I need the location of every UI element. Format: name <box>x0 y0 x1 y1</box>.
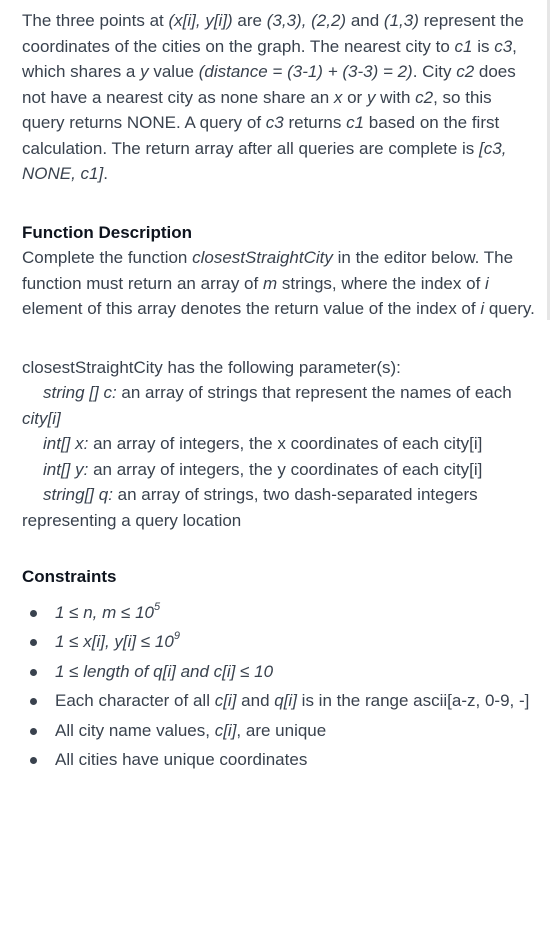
text: in the editor below. The function must return an array of <box>22 248 514 293</box>
text: i <box>480 299 485 318</box>
list-item <box>22 688 538 714</box>
text: based on the first calculation. The return array after all queries are complete is <box>22 113 500 158</box>
param-desc: an array of strings, two dash-separated integers representing a query location <box>22 485 478 530</box>
text: strings, where the index of <box>277 273 486 293</box>
bullet-icon <box>30 757 37 764</box>
text: (x[i], y[i]) <box>168 11 233 30</box>
text: does not have a nearest city as none share an <box>22 62 516 107</box>
text: returns <box>283 113 347 132</box>
parameter-x <box>22 431 538 457</box>
parameter-q <box>22 482 538 533</box>
function-description-text <box>22 245 538 322</box>
text: i <box>485 273 489 293</box>
text: y <box>140 62 149 81</box>
list-item <box>22 747 538 773</box>
param-desc: city[i] <box>22 408 61 428</box>
text: c2 <box>456 62 475 81</box>
problem-statement <box>22 8 538 777</box>
text: c3 <box>265 113 284 132</box>
list-item <box>22 629 538 655</box>
parameters-intro: closestStraightCity has the following parameter(s): <box>22 357 401 377</box>
list-item <box>22 718 538 744</box>
text: y <box>366 87 376 107</box>
text: is <box>472 36 495 56</box>
text: and <box>346 11 384 30</box>
text: . City <box>412 62 457 81</box>
text: and <box>236 691 275 710</box>
text: with <box>375 87 416 107</box>
text: value <box>148 62 199 81</box>
text: (distance = (3-1) + (3-3) = 2) <box>198 62 413 81</box>
text: , which shares a <box>22 36 517 81</box>
text: (3,3), (2,2) <box>266 11 347 30</box>
param-type: string [] c: <box>43 383 117 402</box>
function-description-heading: Function Description <box>22 222 192 242</box>
constraints-heading: Constraints <box>22 567 117 586</box>
text: 1 ≤ n, m ≤ 10 <box>55 602 154 622</box>
text: All city name values, <box>55 720 215 740</box>
list-item <box>22 600 538 626</box>
text: 1 ≤ x[i], y[i] ≤ 10 <box>55 632 174 651</box>
param-type: int[] y: <box>43 459 89 479</box>
param-type: int[] x: <box>43 434 89 453</box>
text: , are unique <box>236 720 327 740</box>
text: q[i] <box>274 691 297 710</box>
parameter-c <box>22 380 538 431</box>
exponent: 9 <box>173 630 180 643</box>
text: 1 ≤ length of q[i] and c[i] ≤ 10 <box>55 661 274 681</box>
text: represent the coordinates of the cities on the graph. The nearest city to <box>22 11 524 56</box>
bullet-icon <box>30 610 37 617</box>
bullet-icon <box>30 698 37 705</box>
text: are <box>232 11 267 30</box>
text: c1 <box>346 113 365 132</box>
exponent: 5 <box>153 600 161 613</box>
example-explanation <box>22 8 538 187</box>
text: The three points at <box>22 11 169 30</box>
text: or <box>342 87 367 107</box>
param-desc: an array of strings that represent the names of each <box>116 383 512 402</box>
text: element of this array denotes the return value of the index of <box>22 299 481 318</box>
bullet-icon <box>30 728 37 735</box>
function-name: closestStraightCity <box>192 248 333 267</box>
param-type: string[] q: <box>43 485 113 504</box>
text: x <box>333 87 343 107</box>
text: All cities have unique coordinates <box>55 750 308 769</box>
text: c2 <box>415 87 434 107</box>
constraints-list <box>22 600 538 773</box>
text: , so this query returns NONE. A query of <box>22 87 492 132</box>
param-desc: an array of integers, the y coordinates of each city[i] <box>88 459 483 479</box>
text: Complete the function <box>22 248 193 267</box>
text: c[i] <box>214 720 237 740</box>
text: query. <box>484 299 535 318</box>
text: c3 <box>494 36 513 56</box>
text: c1 <box>454 36 473 56</box>
text: c[i] <box>214 691 237 710</box>
bullet-icon <box>30 669 37 676</box>
text: Each character of all <box>55 691 215 710</box>
text: (1,3) <box>383 11 419 30</box>
text: . <box>103 164 108 183</box>
text: is in the range ascii[a-z, 0-9, -] <box>296 691 530 710</box>
text: m <box>262 273 278 293</box>
parameter-y <box>22 457 538 483</box>
bullet-icon <box>30 639 37 646</box>
list-item <box>22 659 538 685</box>
param-desc: an array of integers, the x coordinates of each city[i] <box>88 434 483 453</box>
text: [c3, NONE, c1] <box>22 138 507 183</box>
